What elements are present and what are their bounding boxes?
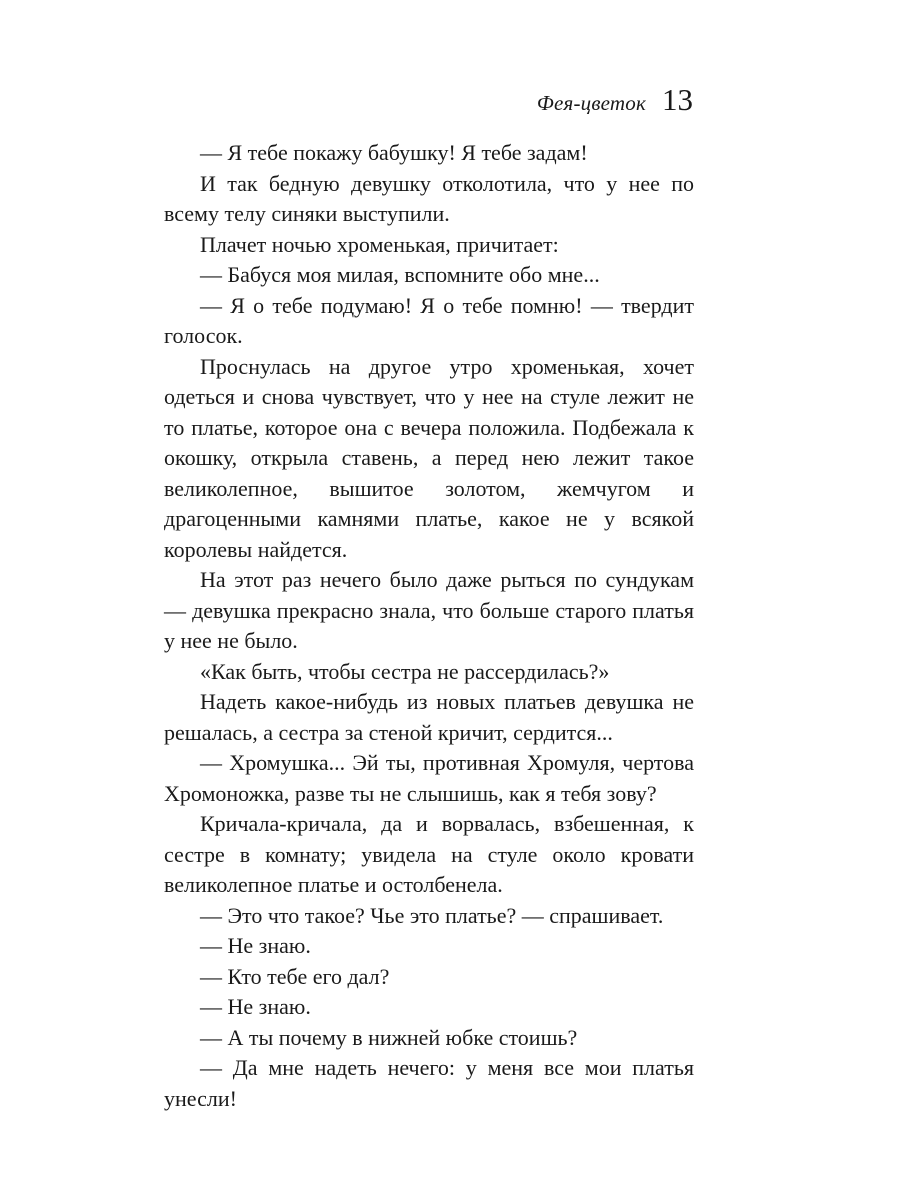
paragraph: Кричала-кричала, да и ворвалась, взбешенная, к сестре в комнату; увидела на стуле около кровати великолепное платье и остолбенела. — [164, 811, 694, 897]
running-head — [537, 84, 693, 116]
paragraph: Плачет ночью хроменькая, причитает: — [200, 231, 559, 257]
paragraph: — Я тебе покажу бабушку! Я тебе задам! — [200, 140, 588, 165]
paragraph: На этот раз нечего было даже рыться по сундукам — девушка прекрасно знала, что больше старого платья у нее не было. — [164, 567, 694, 653]
paragraph: — Кто тебе его дал? — [200, 963, 390, 989]
body-text — [164, 138, 694, 1114]
paragraph: Надеть какое-нибудь из новых платьев девушка не решалась, а сестра за стеной кричит, сердится... — [164, 689, 694, 745]
paragraph: «Как быть, чтобы сестра не рассердилась?» — [200, 658, 610, 684]
paragraph: — Да мне надеть нечего: у меня все мои платья унесли! — [164, 1055, 694, 1111]
paragraph: — Это что такое? Чье это платье? — спрашивает. — [200, 902, 664, 928]
running-title: Фея-цветок — [536, 91, 646, 115]
paragraph: — Хромушка... Эй ты, противная Хромуля, чертова Хромоножка, разве ты не слышишь, как я тебя зову? — [164, 750, 694, 806]
paragraph: — Не знаю. — [200, 994, 311, 1019]
page-number: 13 — [662, 82, 693, 117]
paragraph: И так бедную девушку отколотила, что у нее по всему телу синяки выступили. — [164, 170, 694, 226]
paragraph: — Бабуся моя милая, вспомните обо мне... — [200, 262, 600, 287]
paragraph: — А ты почему в нижней юбке стоишь? — [200, 1024, 578, 1050]
paragraph: — Я о тебе подумаю! Я о тебе помню! — твердит голосок. — [164, 292, 694, 348]
paragraph: — Не знаю. — [200, 933, 311, 958]
paragraph: Проснулась на другое утро хроменькая, хочет одеться и снова чувствует, что у нее на стуле лежит не то платье, которое она с вечера положила. Подбежала к окошку, открыла ставень, а перед нею лежит такое великолепное, вышитое золотом, жемчугом и драгоценными камнями платье, какое не у всякой королевы найдется. — [164, 353, 694, 562]
